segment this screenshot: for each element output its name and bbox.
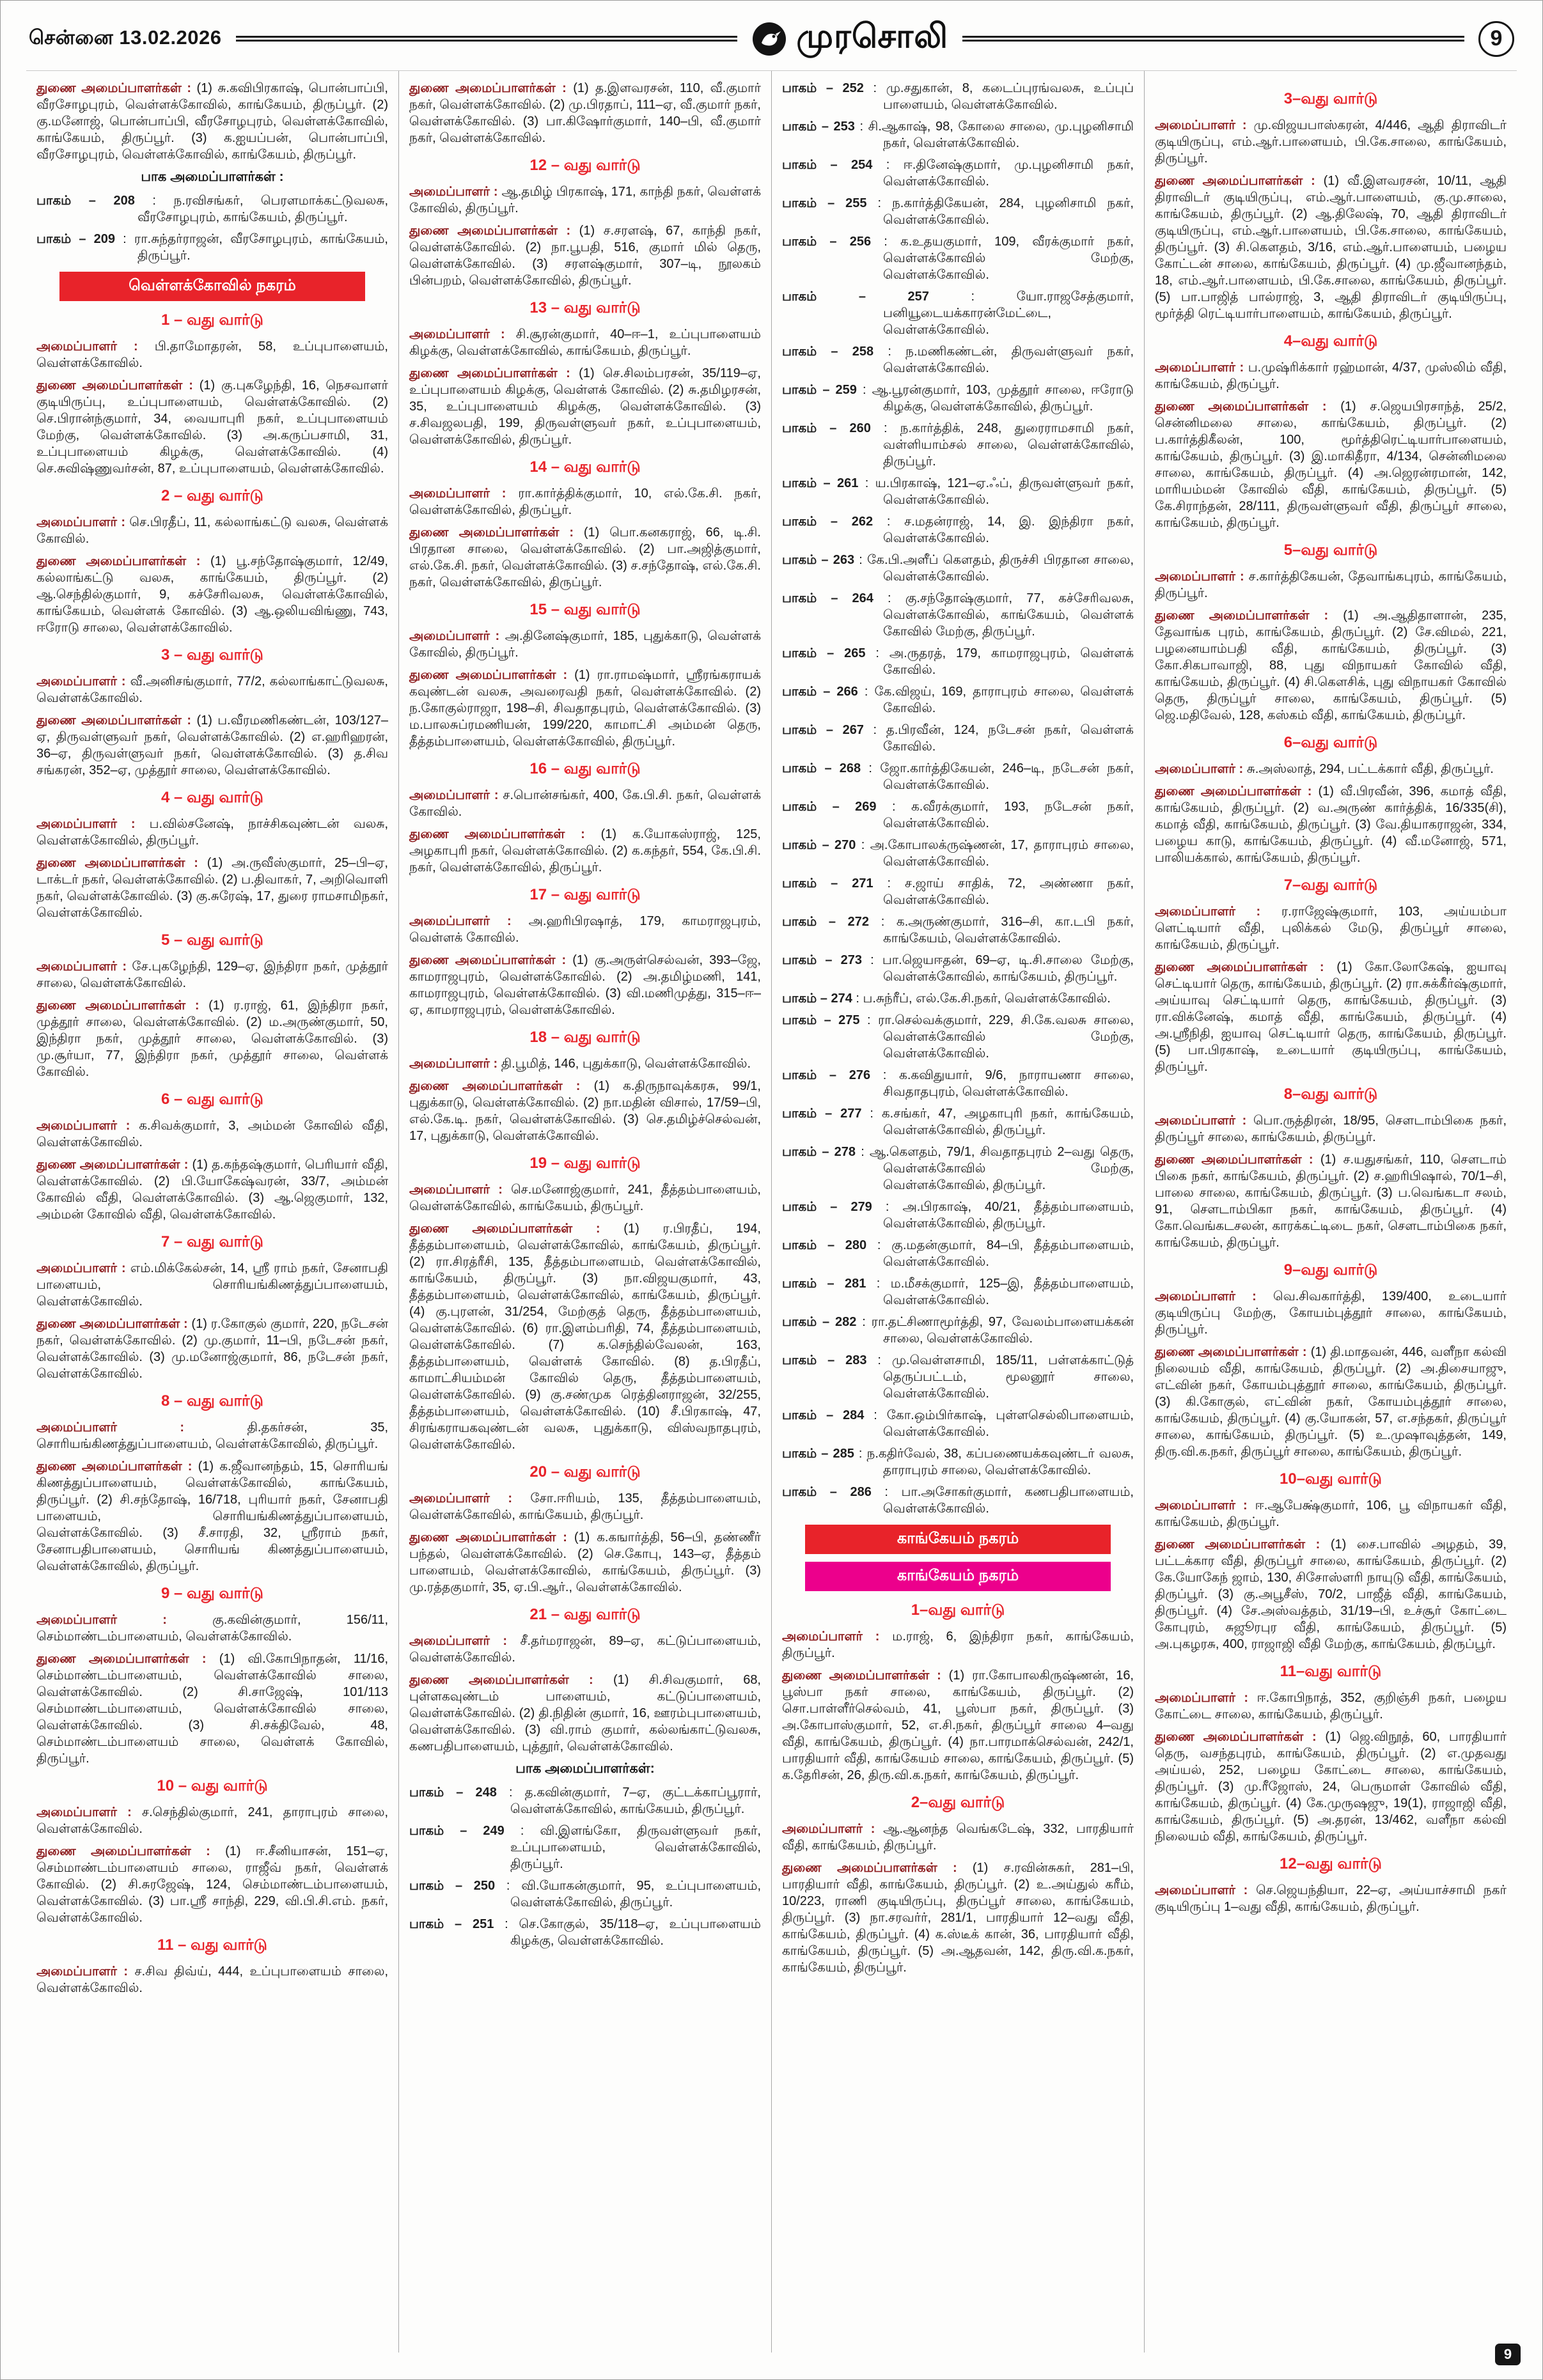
pagam-entry: பாகம் – 263 : கே.பி.அளீப் கௌதம், திருச்சி பிரதான சாலை, வெள்ளக்கோவில்.: [782, 553, 1134, 584]
pagam-number: பாகம் – 279: [782, 1200, 886, 1214]
entry-paragraph: துணை அமைப்பாளர்கள் : (1) அ.ஆதிதாளான், 235, தேவாங்க புரம், காங்கேயம், திருப்பூர். (2) சே.விமல், 221, பழனையாம்பதி வீதி, காங்கேயம், திருப்பூர். (3) கோ.சிகபாவாஜி, 88, புது விநாயகர் கோவில் வீதி, காங்கேயம், திருப்பூர். (4) சி.கௌசிக், புது விநாயகர் கோவில் தெரு, திருப்பூர் சாலை, காங்கேயம், திருப்பூர். (5) ஜெ.மதிவேல், 128, கஸ்கம் வீதி, காங்கேயம், திருப்பூர்.: [1155, 609, 1507, 722]
entry-paragraph: துணை அமைப்பாளர்கள் : (1) ச.சரளஷ், 67, காந்தி நகர், வெள்ளக்கோவில். (2) நா.பூபதி, 516, குமார் மில் தெரு, வெள்ளக்கோவில். (3) சரளஷ்குமார், 307–டி, நூலகம் பின்பறம், வெள்ளக்கோவில், திருப்பூர்.: [409, 224, 761, 288]
pagam-entry: பாகம் – 282 : ரா.தட்சிணாமூர்த்தி, 97, வேலம்பாளையக்கன் சாலை, வெள்ளக்கோவில்.: [782, 1315, 1134, 1346]
pagam-number: பாகம் – 273: [782, 953, 871, 967]
entry-label: துணை அமைப்பாளர்கள் :: [409, 1079, 594, 1093]
entry-label: துணை அமைப்பாளர்கள் :: [782, 1668, 949, 1683]
entry-paragraph: துணை அமைப்பாளர்கள் : (1) செ.சிலம்பரசன், 35/119–ஏ, உப்புபாளையம் கிழக்கு, வெள்ளக் கோவில். (2) சு.தமிழரசன், 35, உப்புபாளையம் கிழக்கு, வெள்ளக்கோவில். (3) ச.சிவஜலபதி, 199, திருவள்ளுவர் நகர், உப்புபாளையம், வெள்ளக்கோவில், திருப்பூர்.: [409, 366, 761, 447]
pagam-number: பாகம் – 271: [782, 876, 888, 891]
section-heading-red: வெள்ளக்கோவில் நகரம்: [59, 272, 365, 301]
ward-heading: 12 – வது வார்டு: [529, 157, 641, 174]
entry-label: அமைப்பாளர் :: [409, 1634, 521, 1648]
entry-paragraph: அமைப்பாளர் : ப.முஷ்ரிக்கார் ரஹ்மான், 4/37, முஸ்லிம் வீதி, காங்கேயம், திருப்பூர்.: [1155, 361, 1507, 391]
pagam-number: பாகம் – 260: [782, 421, 884, 435]
entry-label: துணை அமைப்பாளர்கள் :: [409, 224, 579, 238]
pagam-entry: பாகம் – 280 : கு.மதன்குமார், 84–பி, தீத்தம்பாளையம், வெள்ளக்கோவில்.: [782, 1238, 1134, 1269]
entry-label: அமைப்பாளர் :: [1155, 570, 1249, 584]
entry-label: துணை அமைப்பாளர்கள் :: [36, 1317, 192, 1331]
entry-label: துணை அமைப்பாளர்கள் :: [1155, 1537, 1331, 1552]
entry-label: துணை அமைப்பாளர்கள் :: [409, 81, 574, 95]
ward-heading: 4 – வது வார்டு: [161, 789, 263, 806]
entry-paragraph: அமைப்பாளர் : சோ.ஈரியம், 135, தீத்தம்பாளையம், வெள்ளக்கோவில், காங்கேயம், திருப்பூர்.: [409, 1491, 761, 1522]
entry-paragraph: அமைப்பாளர் : ஈ.கோபிநாத், 352, குறிஞ்சி நகர், பழைய கோட்டை சாலை, காங்கேயம், திருப்பூர்.: [1155, 1691, 1507, 1722]
entry-paragraph: துணை அமைப்பாளர்கள் : (1) கோ.லோகேஷ், ஐயாவு செட்டியார் தெரு, காங்கேயம், திருப்பூர். (2) ரா.சுக்கீர்ஷ்குமார், அய்யாவு செட்டியார் தெரு, காங்கேயம், திருப்பூர். (3) ரா.விக்னேஷ், கமாத் வீதி, காங்கேயம், திருப்பூர். (4) அ.ஸ்ரீநிதி, ஐயாவு செட்டியார் தெரு, காங்கேயம், திருப்பூர். (5) பா.பிரகாஷ், உடையார் குடியிருப்பு, காங்கேயம், திருப்பூர்.: [1155, 960, 1507, 1074]
entry-paragraph: துணை அமைப்பாளர்கள் : (1) பொ.கனகராஜ், 66, டி.சி. பிரதான சாலை, வெள்ளக்கோவில். (2) பா.அஜித்குமார், எல்.கே.சி. நகர், வெள்ளக்கோவில். (3) ச.சந்தோஷ், எல்.கே.சி. நகர், வெள்ளக்கோவில், திருப்பூர்.: [409, 525, 761, 589]
pagam-number: பாகம் – 251: [409, 1917, 505, 1931]
entry-label: அமைப்பாளர் :: [1155, 1883, 1257, 1897]
entry-paragraph: துணை அமைப்பாளர்கள் : (1) ப.வீரமணிகண்டன், 103/127–ஏ, திருவள்ளுவர் நகர், வெள்ளக்கோவில். (2) எ.ஹரிஹரன், 36–ஏ, திருவள்ளுவர் நகர், வெள்ளக்கோவில். (3) த.சிவ சங்கரன், 352–ஏ, முத்தூர் சாலை, வெள்ளக்கோவில்.: [36, 713, 388, 777]
pagam-entry: பாகம் – 274 : ப.சுந்ரீப், எல்.கே.சி.நகர், வெள்ளக்கோவில்.: [782, 992, 1111, 1006]
entry-paragraph: துணை அமைப்பாளர்கள் : (1) வீ.பிரவீன், 396, கமாத் வீதி, காங்கேயம், திருப்பூர். (2) வ.அருண் கார்த்திக், 16/335(சி), கமாத் வீதி, காங்கேயம், திருப்பூர். (3) வே.தியாகராஜன், 334, பழைய காடு, காங்கேயம், திருப்பூர். (4) வீ.மனோஜ், 571, பாலியக்கால், காங்கேயம், திருப்பூர்.: [1155, 784, 1507, 865]
entry-paragraph: துணை அமைப்பாளர்கள் : (1) பூ.சந்தோஷ்குமார், 12/49, கல்லாங்கட்டு வலசு, காங்கேயம், திருப்பூர். (2) ஆ.செந்தில்குமார், 9, கச்சேரிவலசு, வெள்ளக்கோவில், காங்கேயம், வெள்ளக் கோவில். (3) ஆ.ஒலியவிங்ணு, 743, ஈரோடு சாலை, வெள்ளக்கோவில்.: [36, 554, 388, 635]
entry-label: அமைப்பாளர் :: [1155, 1114, 1253, 1128]
entry-paragraph: துணை அமைப்பாளர்கள் : (1) ர.பிரதீப், 194, தீத்தம்பாளையம், வெள்ளக்கோவில், காங்கேயம், திருப்பூர். (2) ரா.சிரத்ரீசி, 135, தீத்தம்பாளையம், வெள்ளக்கோவில், காங்கேயம், திருப்பூர். (3) நா.விஜயகுமார், 43, தீத்தம்பாளையம், வெள்ளக்கோவில், காங்கேயம், திருப்பூர். (4) கு.புரளன், 31/254, மேற்குத் தெரு, தீத்தம்பாளையம், வெள்ளக்கோவில். (6) ரா.இளம்பரிதி, 74, தீத்தம்பாளையம், வெள்ளக்கோவில். (7) க.செந்தில்வேலன், 163, தீத்தம்பாளையம், வெள்ளக் கோவில். (8) த.பிரதீப், காமாட்சியம்மன் கோவில் தெரு, தீத்தம்பாளையம், வெள்ளக்கோவில். (9) கு.சண்முக ரெத்தினராஜன், 32/255, தீத்தம்பாளையம், வெள்ளக்கோவில். (10) சீ.பிரகாஷ், 47, சிரங்கராயகவுண்டன் வலசு, புதுக்காடு, விஸ்வநாதபுரம், வெள்ளக்கோவில்.: [409, 1222, 761, 1452]
entry-paragraph: அமைப்பாளர் : வெ.சிவகார்த்தி, 139/400, உடையார் குடியிருப்பு மேற்கு, கோயம்புத்தூர் சாலை, காங்கேயம், திருப்பூர்.: [1155, 1289, 1507, 1337]
column-3: [772, 71, 1145, 2353]
pagam-number: பாகம் – 250: [409, 1879, 506, 1893]
ward-heading: 9–வது வார்டு: [1283, 1261, 1378, 1279]
pagam-number: பாகம் – 263: [782, 553, 859, 567]
pagam-entry: பாகம் – 285 : ந.கதிர்வேல், 38, கப்பணையக்கவுண்டர் வலசு, தாராபுரம் சாலை, வெள்ளக்கோவில்.: [782, 1447, 1134, 1477]
entry-label: அமைப்பாளர் :: [409, 185, 502, 199]
ward-heading: 12–வது வார்டு: [1280, 1855, 1382, 1872]
entry-paragraph: துணை அமைப்பாளர்கள் : (1) ஜெ.விநூத், 60, பாரதியார் தெரு, வசந்தபுரம், காங்கேயம், திருப்பூர். (2) எ.முதவது அய்யல், 252, பழைய கோட்டை சாலை, காங்கேயம், திருப்பூர். (3) மு.ரீஜோஸ், 24, பெருமாள் கோவில் வீதி, காங்கேயம், திருப்பூர். (4) கே.முருஷஜு, 19(1), ராஜாஜி வீதி, காங்கேயம், திருப்பூர். (5) அ.தரன், 13/462, வளீநா கல்வி நிலையம் வீதி, காங்கேயம், திருப்பூர்.: [1155, 1730, 1507, 1844]
entry-label: அமைப்பாளர் :: [1155, 1691, 1257, 1705]
ward-heading: 16 – வது வார்டு: [529, 760, 641, 777]
entry-label: துணை அமைப்பாளர்கள் :: [409, 1673, 613, 1687]
entry-paragraph: அமைப்பாளர் : சே.புகழேந்தி, 129–ஏ, இந்திரா நகர், முத்தூர் சாலை, வெள்ளக்கோவில்.: [36, 960, 388, 990]
entry-label: அமைப்பாளர் :: [409, 1491, 531, 1505]
entry-label: துணை அமைப்பாளர்கள் :: [409, 1530, 574, 1544]
pagam-entry: பாகம் – 254 : ஈ.தினேஷ்குமார், மு.புழனிசாமி நகர், வெள்ளக்கோவில்.: [782, 158, 1134, 189]
entry-paragraph: துணை அமைப்பாளர்கள் : (1) சு.கவிபிரகாஷ், பொன்பாப்பி, வீரசோழபுரம், வெள்ளக்கோவில், காங்கேயம், திருப்பூர். (2) கு.மனோஜ், பொன்பாப்பி, வீரசோழபுரம், வெள்ளக்கோவில், காங்கேயம், திருப்பூர். (3) க.ஐயப்பன், பொன்பாப்பி, வீரசோழபுரம், வெள்ளக்கோவில், காங்கேயம், திருப்பூர்.: [36, 81, 388, 162]
entry-label: துணை அமைப்பாளர்கள் :: [409, 827, 601, 841]
pagam-number: பாகம் – 262: [782, 515, 887, 529]
pagam-number: பாகம் – 280: [782, 1238, 877, 1252]
entry-paragraph: அமைப்பாளர் : ச.சிவ திவ்ய், 444, உப்புபாளையம் சாலை, வெள்ளக்கோவில்.: [36, 1964, 388, 1995]
ward-heading: 7–வது வார்டு: [1283, 876, 1378, 894]
pagam-entry: பாகம் – 267 : த.பிரவீன், 124, நடேசன் நகர், வெள்ளக் கோவில்.: [782, 723, 1134, 754]
pagam-entry: பாகம் – 256 : க.உதயகுமார், 109, வீரக்குமார் நகர், வெள்ளக்கோவில் மேற்கு, வெள்ளக்கோவில்.: [782, 235, 1134, 282]
entry-paragraph: துணை அமைப்பாளர்கள் : (1) ஈ.சீனியாசன், 151–ஏ, செம்மாண்டம்பாளையம் சாலை, ராஜீவ் நகர், வெள்ளக் கோவில். (2) சி.சுரஜேஷ், 124, செம்மாண்டம்பாளையம், வெள்ளக்கோவில். (3) பா.ஸ்ரீ சாந்தி, 229, வி.பி.சி.எம். நகர், வெள்ளக்கோவில்.: [36, 1844, 388, 1925]
pagam-number: பாகம் – 269: [782, 800, 892, 814]
entry-paragraph: துணை அமைப்பாளர்கள் : (1) கு.அருள்செல்வன், 393–ஜே, காமராஜபுரம், வெள்ளக்கோவில். (2) அ.தமிழ்மணி, 141, காமராஜபுரம், வெள்ளக்கோவில். (3) வி.மணிமுத்து, 315–ஈ–ஏ, காமராஜபுரம், வெள்ளக்கோவில்.: [409, 953, 761, 1017]
ward-heading: 15 – வது வார்டு: [529, 601, 641, 618]
columns: [26, 70, 1517, 2353]
page-number-top: 9: [1478, 21, 1514, 57]
pagam-entry: பாகம் – 251 : செ.கோகுல், 35/118–ஏ, உப்புபாளையம் கிழக்கு, வெள்ளக்கோவில்.: [409, 1917, 761, 1948]
pagam-number: பாகம் – 209: [36, 232, 123, 246]
entry-paragraph: அமைப்பாளர் : செ.ஜெயந்தியா, 22–ஏ, அய்யாச்சாமி நகர் குடியிருப்பு 1–வது வீதி, காங்கேயம், திருப்பூர்.: [1155, 1883, 1507, 1914]
pagam-number: பாகம் – 277: [782, 1107, 870, 1121]
pagam-number: பாகம் – 254: [782, 158, 886, 172]
pagam-number: பாகம் – 281: [782, 1277, 877, 1291]
pagam-number: பாகம் – 275: [782, 1013, 867, 1027]
entry-paragraph: அமைப்பாளர் : செ.மனோஜ்குமார், 241, தீத்தம்பாளையம், வெள்ளக்கோவில், காங்கேயம், திருப்பூர்.: [409, 1183, 761, 1213]
column-4: [1145, 71, 1517, 2353]
pagam-entry: பாகம் – 259 : ஆ.பூரன்குமார், 103, முத்தூர் சாலை, ஈரோடு கிழக்கு, வெள்ளக்கோவில், திருப்பூர்.: [782, 383, 1134, 414]
entry-paragraph: துணை அமைப்பாளர்கள் : (1) ச.ஜெயபிரசாந்த், 25/2, சென்னிமலை சாலை, காங்கேயம், திருப்பூர். (2) ப.கார்த்திகீலன், 100, மூர்த்திரெட்டியார்பாளையம், காங்கேயம், திருப்பூர். (3) இ.மாகிதீரா, 4/134, சென்னிமலை சாலை, காங்கேயம், திருப்பூர். (4) அ.ஜெரன்ரமான், 142, மாரியம்மன் கோவில் வீதி, காங்கேயம், திருப்பூர். (5) கே.சிராந்தன், 28/111, திருவள்ளுவர் வீதி, திருப்பூர் சாலை, காங்கேயம், திருப்பூர்.: [1155, 400, 1507, 530]
entry-paragraph: துணை அமைப்பாளர்கள் : (1) ரா.கோபாலகிருஷ்ணன், 16, பூஸ்பா நகர் சாலை, காங்கேயம், திருப்பூர். (2) சொ.பாள்ளீர்செல்வம், 41, பூஸ்பா நகர், திருப்பூர். (3) அ.கோபாஸ்குமார், 52, எ.சி.நகர், திருப்பூர் சாலை 4–வது வீதி, காங்கேயம், திருப்பூர். (4) நா.பாரமாக்செல்வன், 242/1, பாரதியார் வீதி, காங்கேயம் சாலை, காங்கேயம், திருப்பூர். (5) க.தேரிசன், 26, திரு.வி.க.நகர், காங்கேயம், திருப்பூர்.: [782, 1668, 1134, 1782]
pagam-entry: பாகம் – 248 : த.கவின்குமார், 7–ஏ, குட்டக்காப்பூரார், வெள்ளக்கோவில், காங்கேயம், திருப்பூர்.: [409, 1785, 761, 1816]
ward-heading: 17 – வது வார்டு: [529, 886, 641, 903]
column-2: [399, 71, 772, 2353]
pagam-number: பாகம் – 266: [782, 685, 865, 699]
pagam-entry: பாகம் – 266 : கே.விஜய், 169, தாராபுரம் சாலை, வெள்ளக் கோவில்.: [782, 685, 1134, 715]
entry-paragraph: அமைப்பாளர் : எம்.மிக்கேல்சன், 14, ஸ்ரீ ராம் நகர், சேனாபதி பாளையம், சொரியங்கிணத்துப்பாளையம், வெள்ளக்கோவில்.: [36, 1261, 389, 1309]
entry-label: அமைப்பாளர் :: [1155, 1498, 1255, 1513]
entry-label: துணை அமைப்பாளர்கள் :: [36, 856, 207, 870]
entry-label: துணை அமைப்பாளர்கள் :: [1155, 1345, 1311, 1359]
entry-label: துணை அமைப்பாளர்கள் :: [36, 1459, 198, 1474]
ward-heading: 9 – வது வார்டு: [161, 1585, 263, 1602]
pagam-entry: பாகம் – 253 : சி.ஆகாஷ், 98, கோலை சாலை, மு.புழனிசாமி நகர், வெள்ளக்கோவில்.: [782, 120, 1134, 150]
entry-paragraph: அமைப்பாளர் : சி.சூரன்குமார், 40–ஈ–1, உப்புபாளையம் கிழக்கு, வெள்ளக்கோவில், காங்கேயம், திருப்பூர்.: [409, 327, 761, 358]
entry-label: துணை அமைப்பாளர்கள் :: [36, 713, 197, 727]
pagam-entry: பாகம் – 286 : பா.அசோகர்குமார், கணபதிபாளையம், வெள்ளக்கோவில்.: [782, 1485, 1134, 1516]
pagam-entry: பாகம் – 258 : ந.மணிகண்டன், திருவள்ளுவர் நகர், வெள்ளக்கோவில்.: [782, 345, 1134, 375]
pagam-number: பாகம் – 253: [782, 120, 860, 134]
pagam-number: பாகம் – 248: [409, 1785, 509, 1800]
ward-heading: 13 – வது வார்டு: [529, 299, 641, 316]
column-1: [26, 71, 399, 2353]
entry-label: அமைப்பாளர் :: [409, 629, 505, 643]
pagam-entry: பாகம் – 276 : க.கவிதுயார், 9/6, நாராயணா சாலை, சிவதாதபுரம், வெள்ளக்கோவில்.: [782, 1068, 1134, 1099]
entry-label: அமைப்பாளர் :: [1155, 1289, 1273, 1303]
entry-label: துணை அமைப்பாளர்கள் :: [36, 554, 211, 568]
entry-label: அமைப்பாளர் :: [36, 1261, 130, 1275]
pagam-number: பாகம் – 256: [782, 235, 884, 249]
entry-label: துணை அமைப்பாளர்கள் :: [36, 1158, 192, 1172]
entry-label: துணை அமைப்பாளர்கள் :: [1155, 1153, 1320, 1167]
pagam-entry: பாகம் – 260 : ந.கார்த்திக், 248, துரைராமசாமி நகர், வள்ளியாம்சல் சாலை, வெள்ளக்கோவில், திருப்பூர்.: [782, 421, 1134, 469]
entry-paragraph: அமைப்பாளர் : செ.பிரதீப், 11, கல்லாங்கட்டு வலசு, வெள்ளக் கோவில்.: [36, 515, 388, 546]
ward-heading: 10–வது வார்டு: [1280, 1470, 1382, 1488]
entry-paragraph: துணை அமைப்பாளர்கள் : (1) ச.ரவின்சுகர், 281–பி, பாரதியார் வீதி, காங்கேயம், திருப்பூர். (2) உ.அய்துல் கரீம், 10/223, ராணி குடியிருப்பு, திருப்பூர் சாலை, காங்கேயம், திருப்பூர். (3) நா.சரவர்ர், 281/1, பாரதியார் 12–வது வீதி, காங்கேயம், திருப்பூர். (4) க.ஸ்டீக் கான், 36, பாரதியார் வீதி, காங்கேயம், திருப்பூர். (5) அ.ஆதவன், 142, திரு.வி.க.நகர், காங்கேயம், திருப்பூர்.: [782, 1861, 1134, 1975]
pagam-entry: பாகம் – 273 : பா.ஜெயஈதன், 69–ஏ, டி.சி.சாலை மேற்கு, வெள்ளக்கோவில், காங்கேயம், திருப்பூர்.: [782, 953, 1134, 984]
header-rule-left: [236, 36, 738, 42]
entry-label: அமைப்பாளர் :: [36, 515, 130, 529]
entry-paragraph: துணை அமைப்பாளர்கள் : (1) ரா.ராமஷ்மார், ஸ்ரீரங்கராயக் கவுண்டன் வலசு, அவரைவதி நகர், வெள்ளக்கோவில். (2) ந.கோகுல்ராஜா, 198–சி, சிவதாதபுரம், வெள்ளக்கோவில். (3) ம.பாலசுப்ரமணியன், 199/220, காமாட்சி அம்மன் தெரு, தீத்தம்பாளையம், வெள்ளக்கோவில், திருப்பூர்.: [409, 668, 761, 749]
entry-label: துணை அமைப்பாளர்கள் :: [1155, 174, 1324, 188]
entry-paragraph: துணை அமைப்பாளர்கள் : (1) ர.கோகுல் குமார், 220, நடேசன் நகர், வெள்ளக்கோவில். (2) மு.குமார், 11–பி, நடேசன் நகர், வெள்ளக்கோவில். (3) மு.மனோஜ்குமார், 86, நடேசன் நகர், வெள்ளக்கோவில்.: [36, 1317, 388, 1381]
entry-paragraph: துணை அமைப்பாளர்கள் : (1) க.கஙார்த்தி, 56–பி, தண்ணீர் பந்தல், வெள்ளக்கோவில். (2) செ.கோபு, 143–ஏ, தீத்தம் பாளையம், வெள்ளக்கோவில், காங்கேயம், திருப்பூர். (3) மு.ரத்தகுமார், 35, ஏ.பி.ஆர்., வெள்ளக்கோவில்.: [409, 1530, 761, 1594]
entry-label: அமைப்பாளர் :: [409, 1183, 512, 1197]
entry-paragraph: துணை அமைப்பாளர்கள் : (1) அ.ருவீஸ்குமார், 25–பி–ஏ, டாக்டர் நகர், வெள்ளக்கோவில். (2) ப.திவாகர், 7, அறிவொளி நகர், வெள்ளக்கோவில். (3) கு.சுரேஷ், 17, துரை ராமசாமிநகர், வெள்ளக்கோவில்.: [36, 856, 388, 920]
ward-heading: 2 – வது வார்டு: [161, 487, 263, 504]
ward-heading: 8–வது வார்டு: [1283, 1085, 1378, 1103]
entry-label: அமைப்பாளர் :: [36, 674, 130, 688]
entry-paragraph: அமைப்பாளர் : க.சிவக்குமார், 3, அம்மன் கோவில் வீதி, வெள்ளக்கோவில்.: [36, 1119, 389, 1149]
entry-label: துணை அமைப்பாளர்கள் :: [36, 1652, 219, 1666]
pagam-number: பாகம் – 274: [782, 992, 856, 1006]
section-heading-magenta: காங்கேயம் நகரம்: [805, 1562, 1111, 1591]
entry-label: துணை அமைப்பாளர்கள் :: [409, 1222, 624, 1236]
pagam-number: பாகம் – 282: [782, 1315, 863, 1329]
entry-label: துணை அமைப்பாளர்கள் :: [1155, 400, 1341, 414]
pagam-number: பாகம் – 285: [782, 1447, 859, 1461]
pagam-entry: பாகம் – 257 : யோ.ராஜசேத்குமார், பனியூடையக்காரன்மேட்டை, வெள்ளக்கோவில்.: [782, 290, 1134, 337]
entry-paragraph: துணை அமைப்பாளர்கள் : (1) ச.யதுசங்கர், 110, சௌடாம் பிகை நகர், காங்கேயம், திருப்பூர். (2) ச.ஹரிபிஷால், 70/1–சி, பாலை சாலை, காங்கேயம், திருப்பூர். (3) ப.வெங்கடா சலம், 91, சௌடாம்பிகா நகர், காங்கேயம், திருப்பூர். (4) கோ.வெங்கடசலன், காரக்கட்டிடை நகர், சௌடாம்பிகை நகர், காங்கேயம், திருப்பூர்.: [1155, 1153, 1507, 1250]
pagam-entry: பாகம் – 277 : க.சங்கர், 47, அழகாபுரி நகர், காங்கேயம், வெள்ளக்கோவில், திருப்பூர்.: [782, 1107, 1134, 1137]
ward-heading: 5 – வது வார்டு: [161, 931, 263, 949]
ward-heading: 6–வது வார்டு: [1283, 734, 1378, 751]
section-heading-red: காங்கேயம் நகரம்: [805, 1525, 1111, 1554]
pagam-number: பாகம் – 259: [782, 383, 863, 397]
entry-label: அமைப்பாளர் :: [36, 960, 132, 974]
ward-heading: 4–வது வார்டு: [1283, 332, 1378, 350]
entry-label: துணை அமைப்பாளர்கள் :: [36, 999, 209, 1013]
entry-paragraph: அமைப்பாளர் : ஆ.ஆனந்த வெங்கடேஷ், 332, பாரதியார் வீதி, காங்கேயம், திருப்பூர்.: [782, 1822, 1134, 1853]
entry-label: அமைப்பாளர் :: [36, 1119, 139, 1133]
entry-label: துணை அமைப்பாளர்கள் :: [1155, 784, 1319, 798]
pagam-number: பாகம் – 264: [782, 591, 888, 605]
entry-paragraph: துணை அமைப்பாளர்கள் : (1) சி.சிவகுமார், 68, புள்ளகவுண்டம் பாளையம், கட்டுப்பாளையம், வெள்ளக்கோவில். (2) தி.நிதின் குமார், 16, ஊரம்புபாளையம், வெள்ளக்கோவில். (3) வி.ராம் குமார், கல்லங்காட்டுவலசு, கணபதிபாளையம், புத்தூர், வெள்ளக்கோவில்.: [409, 1673, 761, 1754]
entry-label: துணை அமைப்பாளர்கள் :: [409, 366, 579, 380]
page-number-bottom: 9: [1495, 2344, 1521, 2365]
entry-paragraph: அமைப்பாளர் : சீ.தர்மராஜன், 89–ஏ, கட்டுப்பாளையம், வெள்ளக்கோவில்.: [409, 1634, 761, 1665]
entry-paragraph: அமைப்பாளர் : ரா.கார்த்திக்குமார், 10, எல்.கே.சி. நகர், வெள்ளக்கோவில், திருப்பூர்.: [409, 486, 762, 517]
entry-paragraph: துணை அமைப்பாளர்கள் : (1) கு.புகழேந்தி, 16, நெசவாளர் குடியிருப்பு, உப்புபாளையம், வெள்ளக்கோவில். (2) செ.பிரான்ந்குமார், 34, வையாபுரி நகர், உப்புபாளையம் மேற்கு, வெள்ளக்கோவில். (3) அ.கருப்பசாமி, 31, உப்புபாளையம் கிழக்கு, வெள்ளக்கோவில். (4) செ.சுவிஷ்ணுவர்சன், 87, உப்புபாளையம், வெள்ளக்கோவில்.: [36, 378, 388, 476]
entry-paragraph: அமைப்பாளர் : ஆ.தமிழ் பிரகாஷ், 171, காந்தி நகர், வெள்ளக் கோவில், திருப்பூர்.: [409, 185, 761, 215]
pagam-entry: பாகம் – 275 : ரா.செல்வக்குமார், 229, சி.கே.வலசு சாலை, வெள்ளக்கோவில் மேற்கு, வெள்ளக்கோவில்.: [782, 1013, 1134, 1061]
pagam-entry: பாகம் – 209 : ரா.சுந்தர்ராஜன், வீரசோழபுரம், காங்கேயம், திருப்பூர்.: [36, 232, 388, 263]
pagam-entry: பாகம் – 281 : ம.மீசக்குமார், 125–இ, தீத்தம்பாளையம், வெள்ளக்கோவில்.: [782, 1277, 1134, 1307]
entry-label: அமைப்பாளர் :: [1155, 762, 1247, 776]
entry-label: அமைப்பாளர் :: [782, 1822, 884, 1836]
pagam-entry: பாகம் – 268 : ஜோ.கார்த்திகேயன், 246–டி, நடேசன் நகர், வெள்ளக்கோவில்.: [782, 761, 1134, 792]
entry-label: துணை அமைப்பாளர்கள் :: [409, 953, 573, 967]
entry-label: அமைப்பாளர் :: [409, 486, 519, 501]
pagam-number: பாகம் – 249: [409, 1824, 521, 1838]
entry-paragraph: அமைப்பாளர் : ச.கார்த்திகேயன், தேவாங்கபுரம், காங்கேயம், திருப்பூர்.: [1155, 570, 1507, 600]
entry-label: துணை அமைப்பாளர்கள் :: [409, 525, 584, 540]
ward-heading: 18 – வது வார்டு: [529, 1029, 641, 1046]
pagam-number: பாகம் – 267: [782, 723, 873, 737]
pagam-entry: பாகம் – 284 : கோ.ஒம்பிர்காஷ், புள்ளசெல்லிபாளையம், வெள்ளக்கோவில்.: [782, 1408, 1134, 1439]
entry-label: துணை அமைப்பாளர்கள் :: [1155, 1730, 1326, 1744]
entry-label: அமைப்பாளர் :: [409, 327, 516, 341]
masthead-logo: [751, 17, 948, 60]
masthead-emblem-icon: [751, 21, 787, 57]
entry-paragraph: அமைப்பாளர் : ஈ.ஆபேக்ஷ்குமார், 106, பூ விநாயகர் வீதி, காங்கேயம், திருப்பூர்.: [1155, 1498, 1507, 1529]
entry-paragraph: அமைப்பாளர் : ர.ராஜேஷ்குமார், 103, அய்யம்பா ளெட்டியார் வீதி, புலிக்கல் மேடு, திருப்பூர் சாலை, காங்கேயம், திருப்பூர்.: [1155, 905, 1507, 952]
ward-heading: 20 – வது வார்டு: [529, 1463, 641, 1481]
pagam-number: பாகம் – 255: [782, 196, 878, 210]
pagam-number: பாகம் – 268: [782, 761, 869, 775]
entry-paragraph: அமைப்பாளர் : மு.விஜயபாஸ்கரன், 4/446, ஆதி திராவிடர் குடியிருப்பு, எம்.ஆர்.பாளையம், பி.கே.சாலை, காங்கேயம், திருப்பூர்.: [1155, 118, 1507, 166]
ward-heading: 19 – வது வார்டு: [529, 1155, 641, 1172]
pagam-entry: பாகம் – 265 : அ.ருதரத், 179, காமராஜபுரம், வெள்ளக் கோவில்.: [782, 646, 1134, 677]
pagam-entry: பாகம் – 250 : வி.யோகன்குமார், 95, உப்புபாளையம், வெள்ளக்கோவில், திருப்பூர்.: [409, 1879, 761, 1909]
pagam-number: பாகம் – 270: [782, 838, 861, 852]
entry-label: துணை அமைப்பாளர்கள் :: [36, 81, 197, 95]
entry-paragraph: துணை அமைப்பாளர்கள் : (1) தி.மாதவன், 446, வளீநா கல்வி நிலையம் வீதி, காங்கேயம், திருப்பூர். (2) அ.திசையாஜு, எட்வின் நகர், கோயம்புத்தூர் சாலை, காங்கேயம், திருப்பூர். (3) கி.கோகுல், எட்வின் நகர், கோயம்புத்தூர் சாலை, காங்கேயம், திருப்பூர். (4) கு.யோகன், 57, எ.சந்தகர், திருப்பூர் சாலை, காங்கேயம், திருப்பூர். (5) உ.முஷாவுத்தன், 149, திரு.வி.க.நகர், திருப்பூர் சாலை, காங்கேயம், திருப்பூர்.: [1155, 1345, 1507, 1459]
pagam-entry: பாகம் – 252 : மு.சதுகான், 8, கடைப்புரங்வலசு, உப்புப் பாளையம், வெள்ளக்கோவில்.: [782, 81, 1134, 112]
entry-paragraph: துணை அமைப்பாளர்கள் : (1) க.திருநாவுக்கரசு, 99/1, புதுக்காடு, வெள்ளக்கோவில். (2) நா.மதின் விசால், 17/59–பி, எல்.கே.டி. நகர், வெள்ளக்கோவில். (3) செ.தமிழ்ச்செல்வன், 17, புதுக்காடு, வெள்ளக்கோவில்.: [409, 1079, 761, 1143]
entry-label: அமைப்பாளர் :: [782, 1629, 893, 1644]
entry-label: அமைப்பாளர் :: [1155, 905, 1281, 919]
entry-paragraph: துணை அமைப்பாளர்கள் : (1) க.யோகஸ்ராஜ், 125, அழகாபுரி நகர், வெள்ளக்கோவில். (2) க.கந்தர், 554, கே.பி.சி. நகர், வெள்ளக்கோவில், திருப்பூர்.: [409, 827, 761, 875]
entry-paragraph: அமைப்பாளர் : பொ.ருத்திரன், 18/95, சௌடாம்பிகை நகர், திருப்பூர் சாலை, காங்கேயம், திருப்பூர்.: [1155, 1114, 1507, 1144]
entry-paragraph: அமைப்பாளர் : வீ.அனிசங்குமார், 77/2, கல்லாங்காட்டுவலசு, வெள்ளக்கோவில்.: [36, 674, 388, 705]
entry-label: அமைப்பாளர் :: [36, 1964, 135, 1979]
pagam-number: பாகம் – 261: [782, 476, 865, 490]
pagam-entry: பாகம் – 278 : ஆ.கௌதம், 79/1, சிவதாதபுரம் 2–வது தெரு, வெள்ளக்கோவில் மேற்கு, வெள்ளக்கோவில், திருப்பூர்.: [782, 1145, 1134, 1192]
entry-label: துணை அமைப்பாளர்கள் :: [782, 1861, 973, 1875]
masthead-title: முரசொலி: [796, 18, 949, 55]
entry-paragraph: அமைப்பாளர் : ச.பொன்சங்கர், 400, கே.பி.சி. நகர், வெள்ளக் கோவில்.: [409, 788, 762, 819]
pagam-number: பாகம் – 257: [782, 290, 971, 304]
entry-label: அமைப்பாளர் :: [36, 1613, 213, 1627]
entry-paragraph: அமைப்பாளர் : தி.தகர்சன், 35, சொரியங்கிணத்துப்பாளையம், வெள்ளக்கோவில், திருப்பூர்.: [36, 1420, 388, 1451]
pagam-entry: பாகம் – 279 : அ.பிரகாஷ், 40/21, தீத்தம்பாளையம், வெள்ளக்கோவில், திருப்பூர்.: [782, 1200, 1134, 1231]
pagam-number: பாகம் – 286: [782, 1485, 885, 1499]
ward-heading: 1 – வது வார்டு: [161, 311, 263, 329]
entry-paragraph: துணை அமைப்பாளர்கள் : (1) சை.பாவில் அழதம், 39, பட்டக்கார வீதி, திருப்பூர் சாலை, காங்கேயம், திருப்பூர். (2) கே.யோகேந் ஜாம், 130, சிசோஸ்ளரி நாயுடு வீதி, காங்கேயம், திருப்பூர். (3) கு.அபூசீஸ், 70/2, பாஜீத் வீதி, காங்கேயம், திருப்பூர். (4) சே.அஸ்வத்தம், 31/19–பி, உச்சூர் கோட்டை கோபுரம், சுஜூரபுர வீதி, காங்கேயம், திருப்பூர். (5) அ.புகழரசு, 400, ராஜாஜி வீதி மேற்கு, காங்கேயம், திருப்பூர்.: [1155, 1537, 1507, 1651]
ward-heading: 11 – வது வார்டு: [157, 1936, 267, 1954]
entry-paragraph: துணை அமைப்பாளர்கள் : (1) த.இளவரசன், 110, வீ.குமார் நகர், வெள்ளக்கோவில். (2) மு.பிரதாப், 111–ஏ, வீ.குமார் நகர், வெள்ளக்கோவில். (3) பா.கிஷோர்குமார், 140–பி, வீ.குமார் நகர், வெள்ளக்கோவில்.: [409, 81, 761, 145]
ward-heading: 1–வது வார்டு: [911, 1601, 1005, 1619]
entry-label: துணை அமைப்பாளர்கள் :: [36, 378, 200, 393]
entry-paragraph: துணை அமைப்பாளர்கள் : (1) வி.கோபிநாதன், 11/16, செம்மாண்டம்பாளையம், வெள்ளக்கோவில் சாலை, வெள்ளக்கோவில். (2) சி.சாஜேஷ், 101/113 செம்மாண்டம்பாளையம், வெள்ளக்கோவில் சாலை, வெள்ளக்கோவில். (3) சி.சக்திவேல், 48, செம்மாண்டம்பாளையம் சாலை, வெள்ளக் கோவில், திருப்பூர்.: [36, 1652, 388, 1766]
pagam-entry: பாகம் – 261 : ய.பிரகாஷ், 121–ஏ.ஃப், திருவள்ளுவர் நகர், வெள்ளக்கோவில்.: [782, 476, 1134, 507]
pagam-entry: பாகம் – 269 : க.வீரக்குமார், 193, நடேசன் நகர், வெள்ளக்கோவில்.: [782, 800, 1134, 830]
pagam-number: பாகம் – 283: [782, 1353, 878, 1367]
ward-heading: 21 – வது வார்டு: [529, 1606, 641, 1623]
ward-heading: 3–வது வார்டு: [1283, 90, 1378, 107]
pagam-number: பாகம் – 276: [782, 1068, 883, 1082]
ward-heading: 10 – வது வார்டு: [157, 1777, 268, 1794]
subsection-heading: பாக அமைப்பாளர்கள் :: [141, 169, 284, 184]
entry-paragraph: அமைப்பாளர் : அ.தினேஷ்குமார், 185, புதுக்காடு, வெள்ளக் கோவில், திருப்பூர்.: [409, 629, 761, 660]
pagam-entry: பாகம் – 271 : ச.ஜாய் சாதிக், 72, அண்ணா நகர், வெள்ளக்கோவில்.: [782, 876, 1134, 907]
entry-paragraph: துணை அமைப்பாளர்கள் : (1) க.ஜீவானந்தம், 15, சொரியங் கிணத்துப்பாளையம், வெள்ளக்கோவில், காங்கேயம், திருப்பூர். (2) சி.சந்தோஷ், 16/718, புரியார் நகர், சேனாபதி பாளையம், சொரியங்கிணத்துப்பாளையம், வெள்ளக்கோவில். (3) சீ.சாரதி, 32, ஸ்ரீராம் நகர், சேனாபதிபாளையம், சொரியங் கிணத்துப்பாளையம், வெள்ளக்கோவில், திருப்பூர்.: [36, 1459, 388, 1573]
masthead-row: [1, 1, 1542, 68]
entry-paragraph: துணை அமைப்பாளர்கள் : (1) ர.ராஜ், 61, இந்திரா நகர், முத்தூர் சாலை, வெள்ளக்கோவில். (2) ம.அருண்குமார், 50, இந்திரா நகர், முத்தூர் சாலை, வெள்ளக்கோவில். (3) மு.சூர்யா, 77, இந்திரா நகர், முத்தூர் சாலை, வெள்ளக் கோவில்.: [36, 999, 388, 1079]
pagam-number: பாகம் – 208: [36, 194, 153, 208]
entry-paragraph: அமைப்பாளர் : ச.செந்தில்குமார், 241, தாராபுரம் சாலை, வெள்ளக்கோவில்.: [36, 1805, 388, 1836]
pagam-entry: பாகம் – 270 : அ.கோபாலக்ருஷ்ணன், 17, தாராபுரம் சாலை, வெள்ளக்கோவில்.: [782, 838, 1134, 869]
ward-heading: 11–வது வார்டு: [1280, 1663, 1382, 1680]
pagam-number: பாகம் – 258: [782, 345, 888, 359]
entry-paragraph: அமைப்பாளர் : கு.கவின்குமார், 156/11, செம்மாண்டம்பாளையம், வெள்ளக்கோவில்.: [36, 1613, 388, 1644]
entry-label: அமைப்பாளர் :: [409, 788, 503, 802]
entry-paragraph: அமைப்பாளர் : தி.பூமித், 146, புதுக்காடு, வெள்ளக்கோவில்.: [409, 1057, 751, 1071]
ward-heading: 7 – வது வார்டு: [161, 1233, 263, 1250]
entry-label: அமைப்பாளர் :: [36, 1420, 247, 1435]
ward-heading: 8 – வது வார்டு: [161, 1392, 263, 1410]
pagam-entry: பாகம் – 208 : ந.ரவிசங்கர், பெரளமாக்கட்டுவலசு, வீரசோழபுரம், காங்கேயம், திருப்பூர்.: [36, 194, 388, 224]
subsection-heading: பாக அமைப்பாளர்கள்:: [515, 1761, 655, 1776]
header-rule-right: [962, 36, 1464, 42]
entry-paragraph: அமைப்பாளர் : ப.வில்சனேஷ், நாச்சிகவுண்டன் வலசு, வெள்ளக்கோவில், திருப்பூர்.: [36, 817, 388, 848]
entry-label: அமைப்பாளர் :: [36, 1805, 143, 1819]
entry-label: அமைப்பாளர் :: [36, 339, 155, 354]
pagam-entry: பாகம் – 262 : ச.மதன்ராஜ், 14, இ. இந்திரா நகர், வெள்ளக்கோவில்.: [782, 515, 1134, 545]
entry-label: அமைப்பாளர் :: [1155, 361, 1248, 375]
pagam-entry: பாகம் – 255 : ந.கார்த்திகேயன், 284, புழனிசாமி நகர், வெள்ளக்கோவில்.: [782, 196, 1134, 227]
entry-paragraph: அமைப்பாளர் : பி.தாமோதரன், 58, உப்புபாளையம், வெள்ளக்கோவில்.: [36, 339, 388, 370]
entry-paragraph: அமைப்பாளர் : ம.ராஜ், 6, இந்திரா நகர், காங்கேயம், திருப்பூர்.: [782, 1629, 1134, 1660]
pagam-number: பாகம் – 252: [782, 81, 873, 95]
pagam-number: பாகம் – 272: [782, 915, 881, 929]
pagam-number: பாகம் – 278: [782, 1145, 861, 1159]
pagam-entry: பாகம் – 283 : மு.வெள்ளசாமி, 185/11, பள்ளக்காட்டுத் தெருப்பட்டம், மூலனூர் சாலை, வெள்ளக்கோவில்.: [782, 1353, 1134, 1401]
entry-label: அமைப்பாளர் :: [409, 1057, 501, 1071]
pagam-entry: பாகம் – 264 : கு.சந்தோஷ்குமார், 77, கச்சேரிவலசு, வெள்ளக்கோவில், காங்கேயம், வெள்ளக் கோவில் மேற்கு, திருப்பூர்.: [782, 591, 1134, 639]
pagam-entry: பாகம் – 272 : க.அருண்குமார், 316–சி, கா.டபி நகர், காங்கேயம், வெள்ளக்கோவில்.: [782, 915, 1134, 945]
entry-label: துணை அமைப்பாளர்கள் :: [36, 1844, 226, 1858]
ward-heading: 14 – வது வார்டு: [529, 458, 641, 476]
pagam-number: பாகம் – 265: [782, 646, 876, 660]
entry-label: அமைப்பாளர் :: [1155, 118, 1254, 132]
edition-date: சென்னை 13.02.2026: [29, 26, 222, 49]
entry-label: அமைப்பாளர் :: [409, 914, 529, 928]
entry-paragraph: அமைப்பாளர் : சு.அஸ்லாத், 294, பட்டக்கார் வீதி, திருப்பூர்.: [1155, 762, 1494, 776]
entry-label: துணை அமைப்பாளர்கள் :: [1155, 609, 1343, 623]
pagam-entry: பாகம் – 249 : வி.இளங்கோ, திருவள்ளுவர் நகர், உப்புபாளையம், வெள்ளக்கோவில், திருப்பூர்.: [409, 1824, 761, 1871]
ward-heading: 3 – வது வார்டு: [161, 646, 263, 664]
entry-paragraph: அமைப்பாளர் : அ.ஹரிபிரஷாத், 179, காமராஜபுரம், வெள்ளக் கோவில்.: [409, 914, 761, 945]
entry-label: துணை அமைப்பாளர்கள் :: [409, 668, 575, 682]
ward-heading: 2–வது வார்டு: [911, 1794, 1005, 1811]
entry-label: துணை அமைப்பாளர்கள் :: [1155, 960, 1337, 974]
entry-paragraph: துணை அமைப்பாளர்கள் : (1) த.கந்தஷ்குமார், பெரியார் வீதி, வெள்ளக்கோவில். (2) பி.யோகேஷ்வரன், 33/7, அம்மன் கோவில் வீதி, வெள்ளக்கோவில். (3) ஆ.ஜெகுமார், 132, அம்மன் கோவில் வீதி, வெள்ளக்கோவில்.: [36, 1158, 388, 1222]
ward-heading: 5–வது வார்டு: [1283, 541, 1378, 559]
entry-label: அமைப்பாளர் :: [36, 817, 150, 831]
entry-paragraph: துணை அமைப்பாளர்கள் : (1) வீ.இளவரசன், 10/11, ஆதி திராவிடர் குடியிருப்பு, எம்.ஆர்.பாளையம், கு.மு.சாலை, காங்கேயம், திருப்பூர். (2) ஆ.திலேஷ், 70, ஆதி திராவிடர் குடியிருப்பு, எம்.ஆர்.பாளையம், பி.கே.சாலை, காங்கேயம், திருப்பூர். (3) சி.கௌதம், 3/16, எம்.ஆர்.பாளையம், பழைய கோட்டன் சாலை, காங்கேயம், திருப்பூர். (4) மு.ஜீவானந்தம், 18, எம்.ஆர்.பாளையம், பி.கே.சாலை, காங்கேயம், திருப்பூர். (5) பா.பாஜித் பால்ராஜ், 3, ஆதி திராவிடர் குடியிருப்பு, மூர்த்தி ரெட்டியார்பாளையம், காங்கேயம், திருப்பூர்.: [1155, 174, 1507, 321]
pagam-number: பாகம் – 284: [782, 1408, 874, 1422]
ward-heading: 6 – வது வார்டு: [161, 1091, 263, 1108]
